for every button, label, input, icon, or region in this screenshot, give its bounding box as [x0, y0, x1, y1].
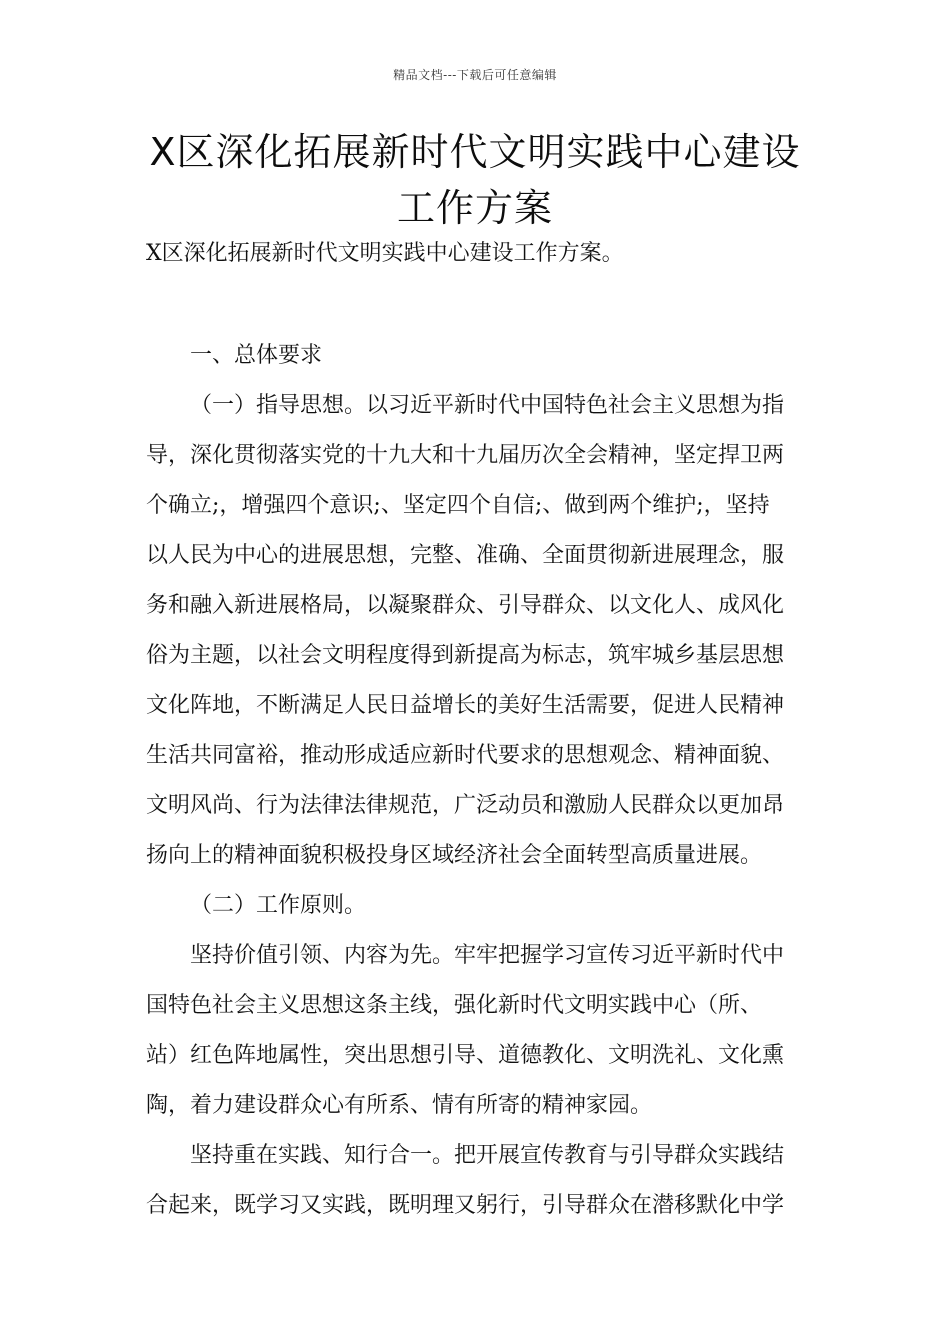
paragraph-line: 生活共同富裕，推动形成适应新时代要求的思想观念、精神面貌、 [146, 743, 785, 768]
paragraph-line: 坚持重在实践、知行合一。把开展宣传教育与引导群众实践结 [190, 1143, 785, 1168]
title-line: X区深化拓展新时代文明实践中心建设 [149, 130, 801, 174]
paragraph-line: 俗为主题，以社会文明程度得到新提高为标志，筑牢城乡基层思想 [146, 643, 785, 668]
document-title [110, 124, 840, 236]
document-body [146, 331, 810, 1231]
subsection-heading: （二）工作原则。 [190, 893, 367, 918]
paragraph-line: 文化阵地，不断满足人民日益增长的美好生活需要，促进人民精神 [146, 693, 785, 718]
paragraph-line: 合起来，既学习又实践，既明理又躬行，引导群众在潜移默化中学 [146, 1193, 785, 1218]
title-line: 工作方案 [396, 186, 553, 230]
header-note: 精品文档---下载后可任意编辑 [393, 68, 557, 82]
paragraph-line: 站）红色阵地属性，突出思想引导、道德教化、文明洗礼、文化熏 [146, 1043, 785, 1068]
summary-line: X区深化拓展新时代文明实践中心建设工作方案。 [146, 241, 624, 266]
paragraph-line: 个确立;，增强四个意识;、坚定四个自信;、做到两个维护;，坚持 [146, 493, 770, 518]
paragraph-line: 扬向上的精神面貌积极投身区域经济社会全面转型高质量进展。 [146, 843, 763, 868]
paragraph-line: （一）指导思想。以习近平新时代中国特色社会主义思想为指 [190, 393, 785, 418]
paragraph-line: 坚持价值引领、内容为先。牢牢把握学习宣传习近平新时代中 [190, 943, 785, 968]
paragraph-line: 以人民为中心的进展思想，完整、准确、全面贯彻新进展理念，服 [146, 543, 785, 568]
paragraph-line: 国特色社会主义思想这条主线，强化新时代文明实践中心（所、 [146, 993, 763, 1018]
paragraph-line: 导，深化贯彻落实党的十九大和十九届历次全会精神，坚定捍卫两 [146, 443, 785, 468]
paragraph-line: 陶，着力建设群众心有所系、情有所寄的精神家园。 [146, 1093, 653, 1118]
paragraph-line: 务和融入新进展格局，以凝聚群众、引导群众、以文化人、成风化 [146, 593, 785, 618]
paragraph-line: 文明风尚、行为法律法律规范，广泛动员和激励人民群众以更加昂 [146, 793, 785, 818]
section-heading: 一、总体要求 [190, 343, 323, 368]
